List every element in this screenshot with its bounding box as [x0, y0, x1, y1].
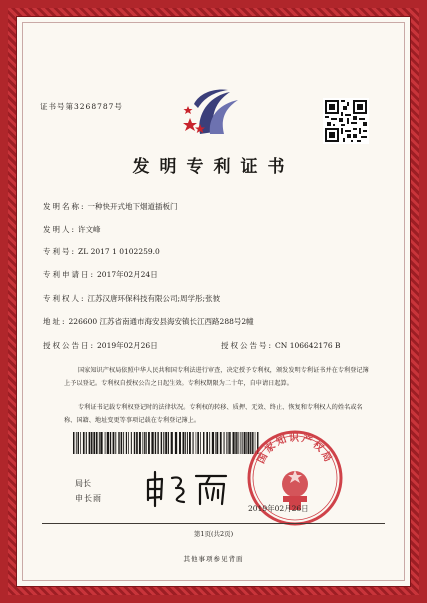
patentee-label: 专利权人: — [43, 294, 86, 303]
grant-number-value: CN 106642176 B — [275, 341, 341, 350]
patent-number-row — [43, 246, 160, 257]
inventor-label: 发明人: — [43, 225, 77, 234]
director-title: 局长 — [75, 479, 91, 488]
address-label: 地址: — [43, 317, 67, 326]
filing-date-value: 2017年02月24日 — [97, 270, 158, 279]
grant-date-row — [43, 340, 158, 351]
director-signature — [140, 468, 230, 508]
inventor-row — [43, 224, 101, 235]
patent-number-label: 专利号: — [43, 247, 77, 256]
svg-text:国家知识产权局: 国家知识产权局 — [255, 432, 335, 466]
grant-number-label: 授权公告号: — [221, 341, 274, 350]
page-number: 第1页(共2页) — [193, 530, 234, 538]
grant-number-row — [221, 340, 341, 351]
certificate-paragraph-1: 国家知识产权局依照中华人民共和国专利法进行审查，决定授予专利权，颁发发明专利证书并在专利登记簿上予以登记。专利权自授权公告之日起生效。专利权期限为二十年，自申请日起算。 — [64, 367, 369, 387]
filing-date-row — [43, 269, 158, 280]
footer-divider — [42, 523, 385, 524]
barcode-icon — [73, 432, 259, 454]
director-name: 申长雨 — [75, 494, 102, 503]
address-row — [43, 316, 254, 327]
patentee-value: 江苏汉唐环保科技有限公司;周学彤;张彼 — [87, 294, 221, 303]
grant-date-value: 2019年02月26日 — [97, 341, 158, 350]
back-note: 其他事项参见背面 — [183, 555, 244, 563]
filing-date-label: 专利申请日: — [43, 270, 96, 279]
grant-date-label: 授权公告日: — [43, 341, 96, 350]
invention-name-value: 一种快开式地下烟道插板门 — [87, 202, 178, 211]
patentee-row — [43, 293, 220, 304]
patent-number-value: ZL 2017 1 0102259.0 — [78, 247, 160, 256]
certificate-paragraph-2: 专利证书记载专利权登记时的法律状况。专利权的转移、质押、无效、终止、恢复和专利权人的姓名或名称、国籍、地址变更等事项记载在专利登记簿上。 — [64, 404, 363, 424]
qr-code-icon — [323, 98, 369, 144]
inventor-value: 许文峰 — [78, 225, 101, 234]
certificate-number: 证书号第3268787号 — [40, 102, 123, 111]
invention-name-row — [43, 201, 178, 212]
address-value: 226600 江苏省南通市海安县海安镇长江西路288号2幢 — [68, 317, 254, 326]
certificate-title: 发明专利证书 — [132, 157, 295, 177]
cnipa-logo-icon — [180, 82, 244, 142]
seal-date: 2019年02月26日 — [248, 504, 309, 513]
invention-name-label: 发明名称: — [43, 202, 86, 211]
signature-block — [75, 476, 102, 506]
